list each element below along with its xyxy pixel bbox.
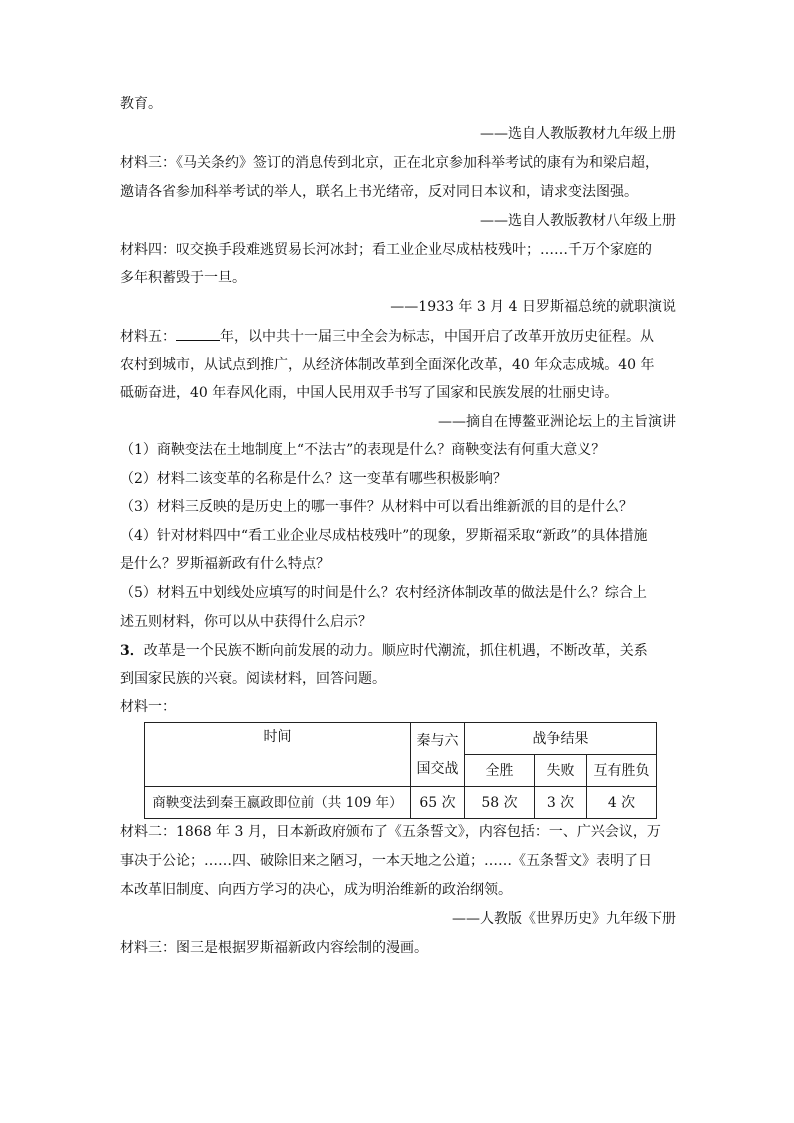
source-citation: ——选自人教版教材九年级上册	[480, 126, 676, 142]
row-time: 商鞅变法到秦王嬴政即位前（共 109 年）	[145, 787, 411, 819]
text-line: 材料三：图三是根据罗斯福新政内容绘制的漫画。	[120, 940, 428, 956]
source-citation: ——摘自在博鳌亚洲论坛上的主旨演讲	[438, 414, 676, 430]
problem-3-stem	[120, 641, 676, 661]
row-win: 58 次	[465, 787, 535, 819]
header-time: 时间	[145, 723, 411, 787]
question-4-cont: 是什么？罗斯福新政有什么特点？	[120, 556, 330, 572]
source-citation: ——1933 年 3 月 4 日罗斯福总统的就职演说	[390, 299, 676, 315]
text-line: 材料四：叹交换手段难逃贸易长河冰封；看工业企业尽成枯枝残叶；……千万个家庭的	[120, 242, 652, 258]
header-mixed: 互有胜负	[587, 755, 657, 787]
text-span: 年，以中共十一届三中全会为标志，中国开启了改革开放历史征程。从	[220, 329, 654, 345]
row-lose: 3 次	[535, 787, 587, 819]
question-5-cont: 述五则材料，你可以从中获得什么启示？	[120, 614, 372, 630]
header-result: 战争结果	[465, 723, 657, 755]
text-line: 教育。	[120, 96, 162, 112]
header-win: 全胜	[465, 755, 535, 787]
text-line: 砥砺奋进，40 年春风化雨，中国人民用双手书写了国家和民族发展的壮丽史诗。	[120, 385, 619, 401]
header-lose: 失败	[535, 755, 587, 787]
question-2: （2）材料二该变革的名称是什么？这一变革有哪些积极影响？	[120, 471, 507, 487]
question-4: （4）针对材料四中“看工业企业尽成枯枝残叶”的现象，罗斯福采取“新政”的具体措施	[120, 528, 648, 544]
text-line: 到国家民族的兴衰。阅读材料，回答问题。	[120, 671, 386, 687]
source-citation: ——选自人教版教材八年级上册	[480, 213, 676, 229]
source-citation: ——人教版《世界历史》九年级下册	[452, 911, 676, 927]
text-span: 改革是一个民族不断向前发展的动力。顺应时代潮流，抓住机遇，不断改革，关系	[143, 643, 648, 659]
problem-number: 3．	[120, 643, 144, 659]
row-war: 65 次	[411, 787, 465, 819]
question-3: （3）材料三反映的是历史上的哪一事件？从材料中可以看出维新派的目的是什么？	[120, 499, 633, 515]
text-line: 事决于公论；……四、破除旧来之陋习，一本天地之公道；……《五条誓文》表明了日	[120, 853, 652, 869]
row-mixed: 4 次	[587, 787, 657, 819]
question-1: （1）商鞅变法在土地制度上“不法古”的表现是什么？商鞅变法有何重大意义？	[120, 442, 606, 458]
material-label: 材料五：	[120, 329, 176, 345]
text-line: 本改革旧制度、向西方学习的决心，成为明治维新的政治纲领。	[120, 882, 512, 898]
text-line: 材料二：1868 年 3 月，日本新政府颁布了《五条誓文》，内容包括：一、广兴会议，万	[120, 824, 661, 840]
text-line: 材料三：《马关条约》签订的消息传到北京，正在北京参加科举考试的康有为和梁启超，	[120, 155, 659, 171]
material-label: 材料一：	[120, 699, 176, 715]
question-5: （5）材料五中划线处应填写的时间是什么？农村经济体制改革的做法是什么？综合上	[120, 585, 647, 601]
text-line: 农村到城市，从试点到推广，从经济体制改革到全面深化改革，40 年众志成城。40 年	[120, 357, 655, 373]
header-war: 秦与六国交战	[411, 723, 465, 787]
fill-in-blank	[176, 326, 220, 341]
war-statistics-table	[144, 722, 657, 819]
text-line	[120, 326, 676, 347]
text-line: 多年积蓄毁于一旦。	[120, 270, 246, 286]
text-line: 邀请各省参加科举考试的举人，联名上书光绪帝，反对同日本议和，请求变法图强。	[120, 184, 638, 200]
